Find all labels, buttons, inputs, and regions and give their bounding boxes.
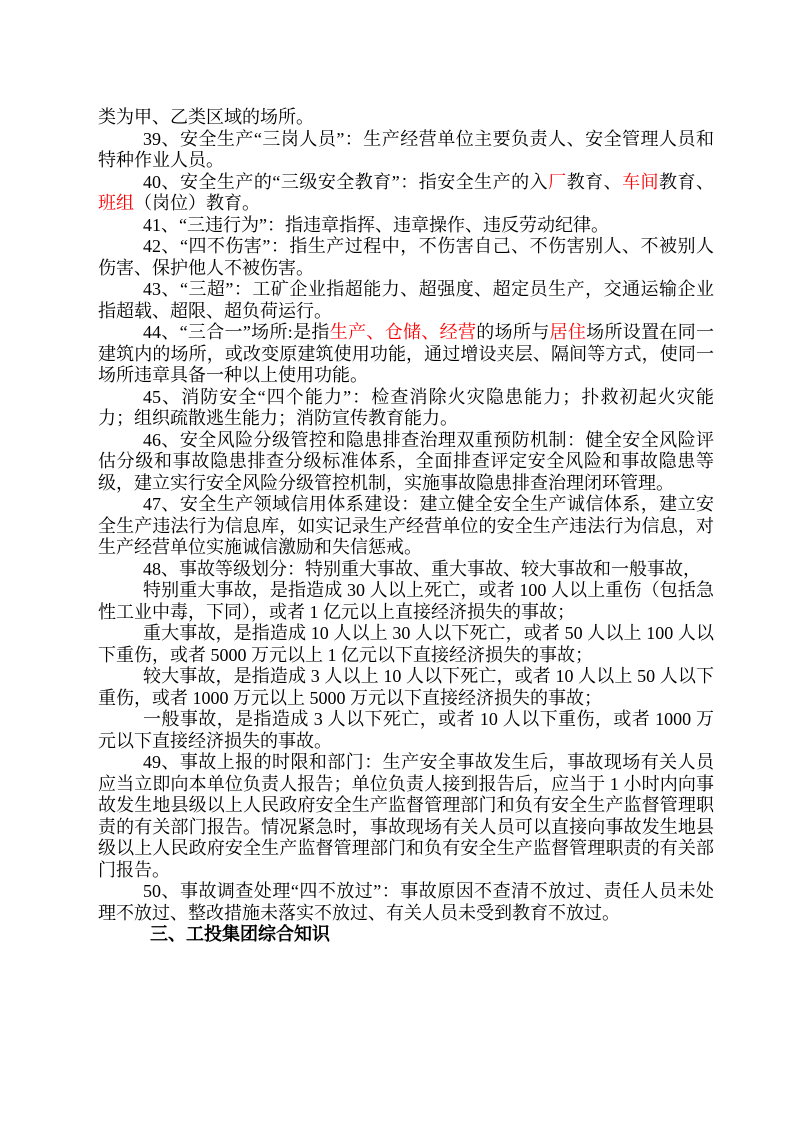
document-body	[98, 107, 714, 946]
text-run: 特别重大事故，是指造成 30 人以上死亡，或者 100 人以上重伤（包括急性工业中毒，下同），或者 1 亿元以上直接经济损失的事故；	[98, 580, 714, 622]
highlighted-text: 生产、仓储、经营	[329, 322, 477, 342]
text-run: 47、安全生产领域信用体系建设：建立健全安全生产诚信体系，建立安全生产违法行为信息库，如实记录生产经营单位的安全生产违法行为信息，对生产经营单位实施诚信激励和失信惩戒。	[98, 494, 714, 557]
section-heading	[98, 924, 714, 946]
text-run: 的场所与	[476, 322, 550, 342]
text-run: 教育、	[659, 171, 714, 192]
text-run: 49、事故上报的时限和部门：生产安全事故发生后，事故现场有关人员应当立即向本单位负责人报告；单位负责人接到报告后，应当于 1 小时内向事故发生地县级以上人民政府安全生产监督管理部门和负有安全生产监督管理职责的有关部门报告。情况紧急时，事故现场有关人员可以直接向事故发生地县级以上人民政府安全生产监督管理部门和负有安全生产监督管理职责的有关部门报告。	[98, 752, 714, 880]
paragraph	[98, 172, 714, 215]
paragraph	[98, 279, 714, 322]
paragraph	[98, 580, 714, 623]
paragraph	[98, 322, 714, 387]
paragraph	[98, 752, 714, 881]
text-run: 41、“三违行为”：指违章指挥、违章操作、违反劳动纪律。	[143, 214, 609, 235]
text-run: 50、事故调查处理“四不放过”：事故原因不查清不放过、责任人员未处理不放过、整改措施未落实不放过、有关人员未受到教育不放过。	[98, 881, 714, 923]
text-run: 46、安全风险分级管控和隐患排查治理双重预防机制：健全安全风险评估分级和事故隐患排查分级标准体系，全面排查评定安全风险和事故隐患等级，建立实行安全风险分级管控机制，实施事故隐患排查治理闭环管理。	[98, 429, 714, 493]
paragraph	[98, 129, 714, 172]
paragraph	[98, 559, 714, 581]
paragraph	[98, 666, 714, 709]
text-run: 一般事故，是指造成 3 人以下死亡，或者 10 人以下重伤，或者 1000 万元以下直接经济损失的事故。	[98, 709, 714, 751]
text-run: 40、安全生产的“三级安全教育”：指安全生产的入	[143, 171, 549, 192]
highlighted-text: 厂	[548, 171, 567, 192]
text-run: 三、工投集团综合知识	[150, 924, 330, 944]
text-run: 48、事故等级划分：特别重大事故、重大事故、较大事故和一般事故，	[143, 558, 701, 579]
paragraph	[98, 623, 714, 666]
paragraph	[98, 430, 714, 495]
highlighted-text: 居住	[549, 322, 587, 342]
text-run: 教育、	[566, 171, 623, 192]
text-run: 45、消防安全“四个能力”：检查消除火灾隐患能力；扑救初起火灾能力；组织疏散逃生能力；消防宣传教育能力。	[98, 386, 714, 428]
paragraph	[98, 387, 714, 430]
highlighted-text: 班组	[98, 193, 134, 213]
paragraph	[98, 709, 714, 752]
text-run: 44、“三合一”场所:是指	[143, 322, 330, 342]
paragraph	[98, 494, 714, 559]
paragraph	[98, 107, 714, 129]
document-page	[98, 107, 714, 946]
text-run: 42、“四不伤害”：指生产过程中，不伤害自己、不伤害别人、不被别人伤害、保护他人不被伤害。	[98, 236, 714, 278]
paragraph	[98, 881, 714, 924]
text-run: 场所设置在同一建筑内的场所，或改变原建筑使用功能，通过增设夹层、隔间等方式，使同一场所违章具备一种以上使用功能。	[98, 322, 715, 385]
highlighted-text: 车间	[622, 171, 660, 192]
text-run: 类为甲、乙类区域的场所。	[98, 107, 314, 127]
paragraph	[98, 215, 714, 237]
text-run: 较大事故，是指造成 3 人以上 10 人以下死亡，或者 10 人以上 50 人以下重伤，或者 1000 万元以上 5000 万元以下直接经济损失的事故；	[98, 666, 714, 708]
text-run: 43、“三超”：工矿企业指超能力、超强度、超定员生产，交通运输企业指超载、超限、超负荷运行。	[98, 279, 714, 321]
paragraph	[98, 236, 714, 279]
text-run: 39、安全生产“三岗人员”：生产经营单位主要负责人、安全管理人员和特种作业人员。	[98, 128, 714, 170]
text-run: （岗位）教育。	[134, 193, 260, 213]
text-run: 重大事故，是指造成 10 人以上 30 人以下死亡，或者 50 人以上 100 人以下重伤，或者 5000 万元以上 1 亿元以下直接经济损失的事故；	[98, 623, 714, 665]
